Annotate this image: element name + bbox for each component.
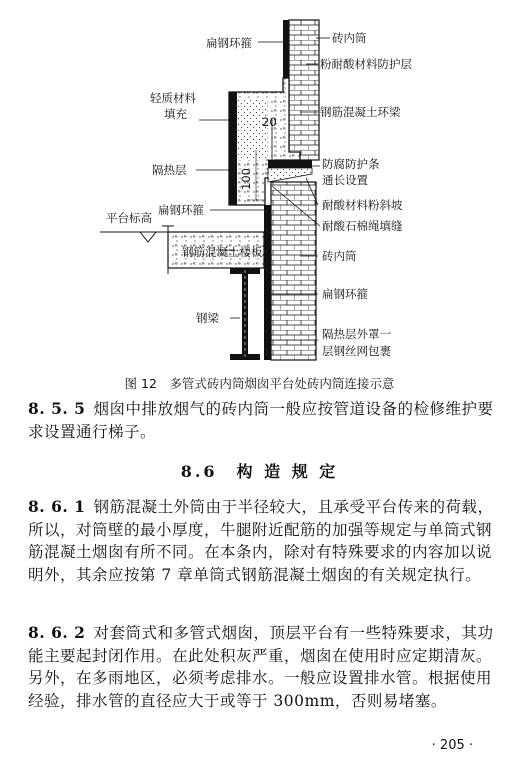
label-ring-beam: 钢筋混凝土环梁	[320, 105, 401, 119]
clause-text: 钢筋混凝土外筒由于半径较大，且承受平台传来的荷载，所以，对筒壁的最小厚度，牛腿附近配筋的加强等规定与单筒式钢筋混凝土烟囱有所不同。在本条内，除对有特殊要求的内容加以说明外，其余应按第 7 章单筒式钢筋混凝土烟囱的有关规定执行。	[28, 498, 494, 584]
label-mesh-2: 层钢丝网包裹	[322, 344, 391, 358]
clause-8-6-2	[28, 622, 498, 712]
anticorrosion-strip	[268, 160, 312, 168]
section-title: 8.6 构 造 规 定	[180, 462, 339, 481]
label-flat-hoop-top: 扁钢环箍	[206, 36, 252, 50]
label-flat-hoop-bottom: 扁钢环箍	[322, 287, 368, 301]
label-steel-beam: 钢梁	[196, 311, 219, 325]
lightweight-fill	[237, 100, 267, 160]
label-acid-slope: 耐酸材料粉斜坡	[322, 198, 403, 212]
label-flat-hoop-mid: 扁钢环箍	[158, 203, 204, 217]
clause-text: 烟囱中排放烟气的砖内筒一般应按管道设备的检修维护要求设置通行梯子。	[28, 400, 494, 441]
label-dim-20: 20	[262, 115, 277, 129]
label-lightweight-1: 轻质材料	[150, 91, 196, 105]
label-mesh-1: 隔热层外罩一	[322, 327, 391, 341]
label-lightweight-2: 填充	[164, 107, 187, 121]
connection-detail-figure	[0, 0, 519, 382]
beam-insulation	[229, 92, 237, 205]
steel-beam	[230, 268, 260, 360]
label-platform-level: 平台标高	[106, 211, 152, 225]
label-brick-inner-bottom: 砖内筒	[322, 249, 357, 263]
label-dim-100: 100	[239, 168, 253, 190]
lower-brick-tube	[271, 182, 316, 360]
upper-flat-hoop	[283, 20, 289, 78]
label-asbestos-rope: 耐酸石棉绳填缝	[322, 219, 403, 233]
label-insulation: 隔热层	[152, 163, 187, 177]
clause-text: 对套筒式和多管式烟囱，顶层平台有一些特殊要求，其功能主要起封闭作用。在此处积灰严重，烟囱在使用时应定期清灰。另外，在多雨地区，必须考虑排水。一般应设置排水管。根据使用经验，排水管的直径应大于或等于 300mm，否则易堵塞。	[28, 624, 494, 710]
clause-number: 8. 5. 5	[28, 399, 86, 418]
clause-number: 8. 6. 2	[28, 623, 86, 642]
clause-number: 8. 6. 1	[28, 497, 86, 516]
clause-8-6-1	[28, 496, 498, 586]
label-brick-inner-top: 砖内筒	[332, 31, 367, 45]
lower-flat-hoop	[264, 205, 271, 360]
figure-caption: 图 12 多管式砖内筒烟囱平台处砖内筒连接示意	[124, 376, 395, 391]
upper-brick-tube	[289, 20, 319, 160]
label-anticorrosion-2: 通长设置	[322, 173, 368, 187]
page-number: · 205 ·	[431, 738, 473, 753]
label-acid-powder-layer: 粉耐酸材料防护层	[320, 57, 412, 71]
label-anticorrosion-1: 防腐防护条	[322, 157, 380, 171]
clause-8-5-5	[28, 398, 498, 443]
platform-level-mark	[140, 232, 156, 242]
acid-slope	[268, 168, 312, 182]
label-rc-floor: 钢筋混凝土楼板	[182, 245, 263, 259]
